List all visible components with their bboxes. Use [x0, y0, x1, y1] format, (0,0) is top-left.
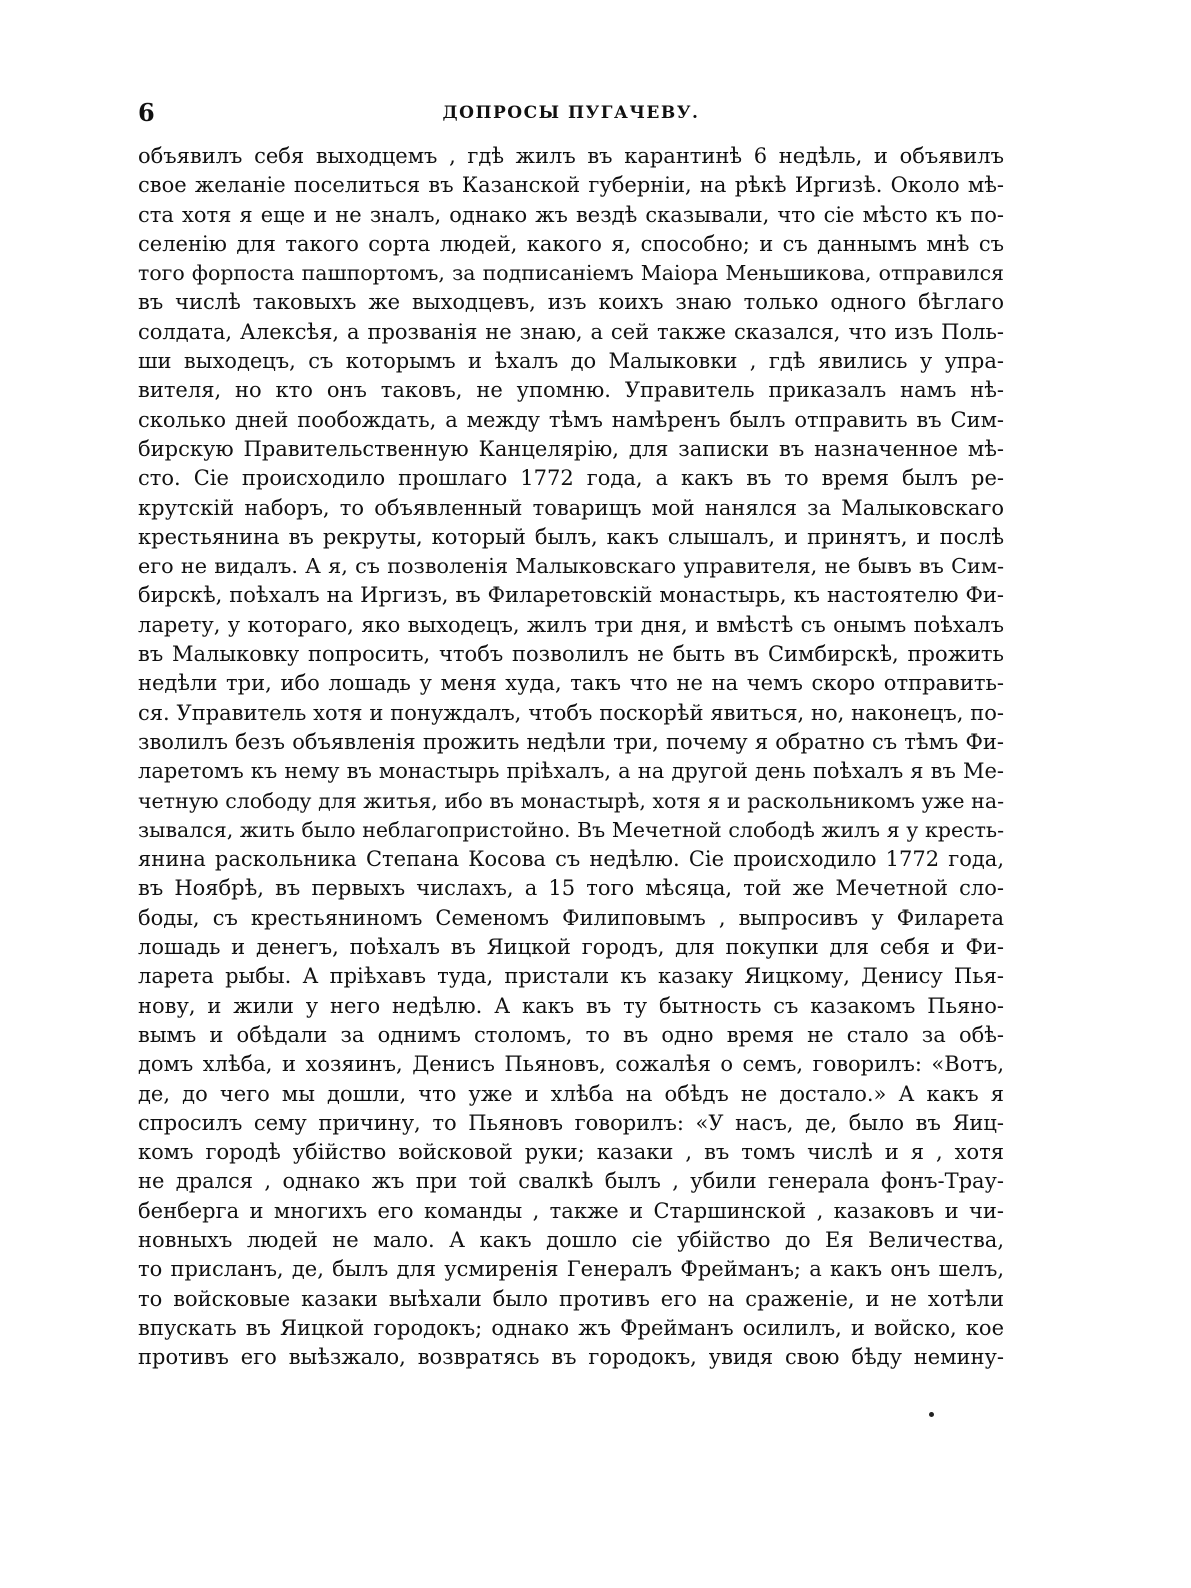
text-line: зволилъ безъ объявленія прожить недѣли три, почему я обратно съ тѣмъ Фи- — [138, 729, 1004, 754]
text-line: въ числѣ таковыхъ же выходцевъ, изъ коихъ знаю только одного бѣглаго — [138, 290, 1004, 315]
text-line: вителя, но кто онъ таковъ, не упомню. Управитель приказалъ намъ нѣ- — [138, 378, 1004, 403]
text-line: сто. Сіе происходило прошлаго 1772 года, а какъ въ то время былъ ре- — [138, 466, 1004, 491]
text-line: солдата, Алексѣя, а прозванія не знаю, а сей также сказался, что изъ Поль- — [138, 319, 1004, 344]
text-line: четную слободу для житья, ибо въ монастырѣ, хотя я и раскольникомъ уже на- — [138, 788, 1004, 813]
text-line: новныхъ людей не мало. А какъ дошло сіе убійство до Ея Величества, — [138, 1227, 1004, 1252]
text-line: бирскѣ, поѣхалъ на Иргизъ, въ Филаретовскій монастырь, къ настоятелю Фи- — [138, 583, 1004, 608]
text-line: спросилъ сему причину, то Пьяновъ говорилъ: «У насъ, де, было въ Яиц- — [138, 1110, 1004, 1135]
text-line: его не видалъ. А я, съ позволенія Малыковскаго управителя, не бывъ въ Сим- — [138, 554, 1004, 579]
text-line: селенію для такого сорта людей, какого я, способно; и съ даннымъ мнѣ съ — [138, 231, 1004, 256]
text-line: лошадь и денегъ, поѣхалъ въ Яицкой городъ, для покупки для себя и Фи- — [138, 935, 1004, 960]
text-line: не дрался , однако жъ при той свалкѣ былъ , убили генерала фонъ-Трау- — [138, 1169, 1004, 1194]
text-line: нову, и жили у него недѣлю. А какъ въ ту бытность съ казакомъ Пьяно- — [138, 993, 1004, 1018]
text-line: того форпоста пашпортомъ, за подписаніемъ Маіора Меньшикова, отправился — [138, 261, 1004, 286]
running-title: ДОПРОСЫ ПУГАЧЕВУ. — [442, 103, 700, 123]
ink-speck — [929, 1412, 934, 1417]
text-line: то войсковые казаки выѣхали было противъ его на сраженіе, и не хотѣли — [138, 1286, 1004, 1311]
text-line: свое желаніе поселиться въ Казанской губерніи, на рѣкѣ Иргизѣ. Около мѣ- — [138, 173, 1004, 198]
text-line: недѣли три, ибо лошадь у меня худа, такъ что не на чемъ скоро отправить- — [138, 671, 1004, 696]
text-line: объявилъ себя выходцемъ , гдѣ жилъ въ карантинѣ 6 недѣль, и объявилъ — [138, 144, 1004, 168]
text-line: ларета рыбы. А пріѣхавъ туда, пристали къ казаку Яицкому, Денису Пья- — [138, 964, 1004, 989]
text-line: ларету, у котораго, яко выходецъ, жилъ три дня, и вмѣстѣ съ онымъ поѣхалъ — [138, 612, 1004, 637]
text-line: ларетомъ къ нему въ монастырь пріѣхалъ, а на другой день поѣхалъ я въ Ме- — [138, 759, 1004, 784]
text-line: зывался, жить было неблагопристойно. Въ Мечетной слободѣ жилъ я у кресть- — [138, 817, 1004, 842]
body-text — [138, 142, 1004, 1372]
text-line: крутскій наборъ, то объявленный товарищъ мой нанялся за Малыковскаго — [138, 495, 1004, 520]
page-number: 6 — [138, 98, 155, 127]
text-line: бирскую Правительственную Канцелярію, для записки въ назначенное мѣ- — [138, 436, 1004, 461]
text-line: вымъ и обѣдали за однимъ столомъ, то въ одно время не стало за обѣ- — [138, 1022, 1004, 1047]
text-line: боды, съ крестьяниномъ Семеномъ Филиповымъ , выпросивъ у Филарета — [138, 905, 1004, 930]
text-line: сколько дней пообождать, а между тѣмъ намѣренъ былъ отправить въ Сим- — [138, 407, 1004, 432]
text-line: въ Ноябрѣ, въ первыхъ числахъ, а 15 того мѣсяца, той же Мечетной сло- — [138, 876, 1004, 901]
text-line: де, до чего мы дошли, что уже и хлѣба на обѣдъ не достало.» А какъ я — [138, 1081, 1004, 1106]
text-line: то присланъ, де, былъ для усмиренія Генералъ Фрейманъ; а какъ онъ шелъ, — [138, 1257, 1004, 1282]
text-line: въ Малыковку попросить, чтобъ позволилъ не быть въ Симбирскѣ, прожить — [138, 642, 1004, 667]
text-line: ши выходецъ, съ которымъ и ѣхалъ до Малыковки , гдѣ явились у упра- — [138, 349, 1004, 374]
text-line: противъ его выѣзжало, возвратясь въ городокъ, увидя свою бѣду немину- — [138, 1345, 1004, 1370]
text-line: комъ городѣ убійство войсковой руки; казаки , въ томъ числѣ и я , хотя — [138, 1140, 1004, 1165]
text-line: бенберга и многихъ его команды , также и Старшинской , казаковъ и чи- — [138, 1198, 1004, 1223]
text-line: ста хотя я еще и не зналъ, однако жъ вездѣ сказывали, что сіе мѣсто къ по- — [138, 202, 1004, 227]
running-head — [138, 98, 1004, 128]
text-line: домъ хлѣба, и хозяинъ, Денисъ Пьяновъ, сожалѣя о семъ, говорилъ: «Вотъ, — [138, 1052, 1004, 1077]
text-line: впускать въ Яицкой городокъ; однако жъ Фрейманъ осилилъ, и войско, кое — [138, 1315, 1004, 1340]
text-line: ся. Управитель хотя и понуждалъ, чтобъ поскорѣй явиться, но, наконецъ, по- — [138, 700, 1004, 725]
text-line: янина раскольника Степана Косова съ недѣлю. Сіе происходило 1772 года, — [138, 847, 1004, 872]
text-line: крестьянина въ рекруты, который былъ, какъ слышалъ, и принятъ, и послѣ — [138, 524, 1004, 549]
